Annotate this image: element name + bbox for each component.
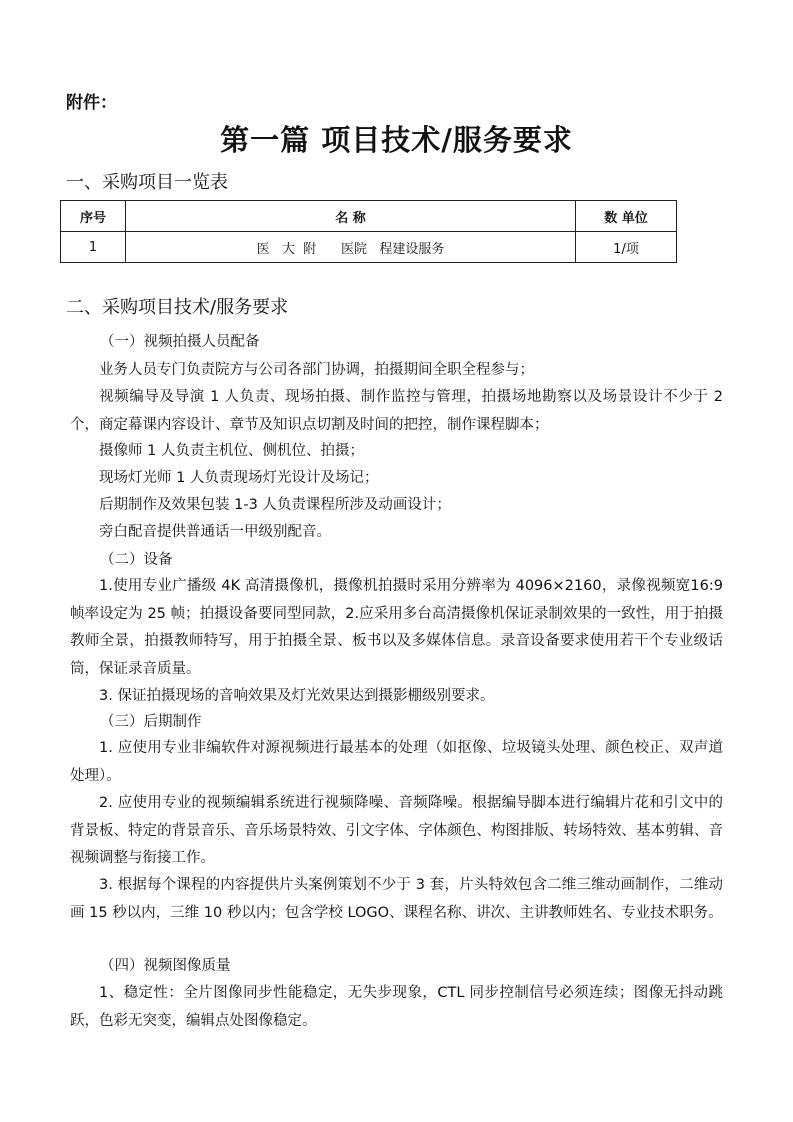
cell-name: 医 大 附 医院 程建设服务 <box>126 232 576 263</box>
paragraph: 后期制作及效果包装 1-3 人负责课程所涉及动画设计； <box>99 497 451 513</box>
header-seq: 序号 <box>61 201 126 232</box>
paragraph: 1. 应使用专业非编软件对源视频进行最基本的处理（如抠像、垃圾镜头处理、颜色校正、双声道处理）。 <box>70 740 723 784</box>
table-header-row <box>61 201 677 232</box>
subheading-postproduction: （三）后期制作 <box>100 714 202 730</box>
attachment-label: 附件： <box>66 93 117 113</box>
cell-qty: 1/项 <box>576 232 677 263</box>
page-title: 第一篇 项目技术/服务要求 <box>220 123 573 157</box>
subheading-staffing: （一）视频拍摄人员配备 <box>100 334 260 350</box>
paragraph: 3. 根据每个课程的内容提供片头案例策划不少于 3 套，片头特效包含二维三维动画制作，二维动画 15 秒以内，三维 10 秒以内；包含学校 LOGO、课程名称、讲次、主讲教师姓名、专业技术职务。 <box>70 877 723 921</box>
header-qty-unit: 数 单位 <box>576 201 677 232</box>
subheading-equipment: （二）设备 <box>100 552 173 568</box>
paragraph: 3. 保证拍摄现场的音响效果及灯光效果达到摄影棚级别要求。 <box>99 688 495 704</box>
cell-seq: 1 <box>61 232 126 263</box>
procurement-table <box>60 200 677 263</box>
paragraph: 1.使用专业广播级 4K 高清摄像机，摄像机拍摄时采用分辨率为 4096×2160，录像视频宽16:9 帧率设定为 25 帧；拍摄设备要同型同款，2.应采用多台高清摄像机保证录制效果的一致性，用于拍摄教师全景，拍摄教师特写，用于拍摄全景、板书以及多媒体信息。录音设备要求使用若干个专业级话筒，保证录音质量。 <box>70 578 723 677</box>
subheading-image-quality: （四）视频图像质量 <box>100 958 231 974</box>
paragraph: 旁白配音提供普通话一甲级别配音。 <box>99 524 331 540</box>
paragraph: 视频编导及导演 1 人负责、现场拍摄、制作监控与管理，拍摄场地勘察以及场景设计不少于 2 个，商定幕课内容设计、章节及知识点切割及时间的把控，制作课程脚本； <box>70 389 723 433</box>
section1-heading: 一、采购项目一览表 <box>66 172 228 193</box>
paragraph: 现场灯光师 1 人负责现场灯光设计及场记； <box>99 470 379 486</box>
paragraph: 1、稳定性：全片图像同步性能稳定，无失步现象，CTL 同步控制信号必须连续；图像无抖动跳跃，色彩无突变，编辑点处图像稳定。 <box>70 985 723 1029</box>
paragraph: 2. 应使用专业的视频编辑系统进行视频降噪、音频降噪。根据编导脚本进行编辑片花和引文中的背景板、特定的背景音乐、音乐场景特效、引文字体、字体颜色、构图排版、转场特效、基本剪辑、音视频调整与衔接工作。 <box>70 795 723 866</box>
paragraph: 摄像师 1 人负责主机位、侧机位、拍摄； <box>99 443 364 459</box>
table-row <box>61 232 677 263</box>
header-name: 名 称 <box>126 201 576 232</box>
paragraph: 业务人员专门负责院方与公司各部门协调，拍摄期间全职全程参与； <box>99 362 534 378</box>
section2-heading: 二、采购项目技术/服务要求 <box>66 297 289 318</box>
